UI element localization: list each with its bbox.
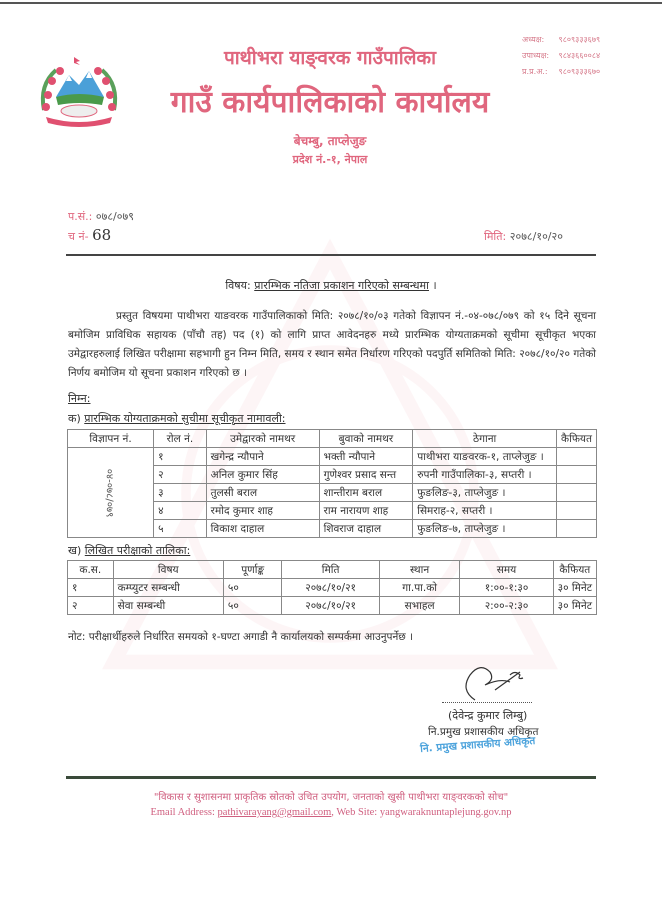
contact-label: अध्यक्ष: [522, 35, 545, 44]
contact-cao [522, 66, 600, 77]
office-title: गाउँ कार्यपालिकाको कार्यालय [170, 85, 490, 120]
sn-cell: १ [68, 579, 114, 597]
address-cell: फुङलिङ-७, ताप्लेजुङ । [413, 520, 557, 538]
full-marks-cell: ५० [223, 579, 281, 597]
header-divider [66, 254, 596, 256]
father-cell: गुणेश्वर प्रसाद सन्त [319, 466, 413, 484]
roll-cell: २ [154, 466, 207, 484]
table-header-row [68, 430, 597, 448]
address-cell: सिमराह-२, सप्तरी । [413, 502, 557, 520]
col-header: क.स. [68, 561, 114, 579]
email-link[interactable]: pathivarayang@gmail.com [217, 807, 332, 818]
remarks-cell [557, 484, 597, 502]
subject-text: प्रारम्भिक नतिजा प्रकाशन गरिएको सम्बन्धमा [254, 279, 429, 292]
web-label: , Web Site: [331, 807, 378, 818]
letter-date [484, 229, 563, 244]
col-header: समय [460, 561, 553, 579]
subject-line [0, 278, 662, 293]
exam-schedule-table [67, 560, 597, 615]
signatory-name: (देवेन्द्र कुमार लिम्बु) [448, 709, 528, 722]
municipality-name: पाथीभरा याङ्वरक गाउँपालिका [223, 47, 437, 69]
section-b-prefix: ख) [68, 544, 82, 557]
col-header: विषय [113, 561, 223, 579]
address-cell: रुपनी गाउँपालिका-३, सप्तरी । [413, 466, 557, 484]
body-text: प्रस्तुत विषयमा पाथीभरा याङवरक गाउँपालिकाको मिति: २०७८/१०/०३ गतेको विज्ञापन नं.-०४-०७८/०७९ को १५ दिने सूचना बमोजिम प्राविधिक सहायक (पाँचौ तह) पद (१) को लागि प्राप्त आवेदनहरु मध्ये प्रारम्भिक योग्यताक्रमको सूचीमा सूचीकृत भएका उमेद्वारहरुलाई लिखित परीक्षामा सहभागी हुन निम्न मिति, समय र स्थान समेत निर्धारण गरिएको पदपुर्ति समितिको मिति: २०७८/१०/२० गतेको निर्णय बमोजिम यो सूचना प्रकाशन गरिएको छ । [68, 310, 596, 379]
venue-cell: गा.पा.को [379, 579, 460, 597]
contact-chair [522, 34, 600, 45]
address-line-2: प्रदेश नं.-१, नेपाल [292, 153, 368, 166]
venue-cell: सभाहल [379, 597, 460, 615]
remarks-cell [557, 466, 597, 484]
col-header: ठेगाना [413, 430, 557, 448]
section-a-heading [68, 411, 286, 426]
candidate-list-table [67, 429, 597, 538]
remarks-cell: ३० मिनेट [553, 597, 596, 615]
section-b-title: लिखित परीक्षाको तालिका: [84, 544, 191, 557]
signature-icon [455, 660, 535, 705]
subject-cell: कम्प्युटर सम्बन्धी [113, 579, 223, 597]
col-header: उमेद्वारको नामथर [206, 430, 319, 448]
col-header: स्थान [379, 561, 460, 579]
following-label: निम्न: [68, 392, 91, 405]
contact-number: ९८०९३३३६७० [558, 67, 601, 76]
name-cell: अनिल कुमार सिंह [206, 466, 319, 484]
col-header: रोल नं. [154, 430, 207, 448]
roll-cell: १ [154, 448, 207, 466]
subject-label: विषय: [225, 279, 251, 292]
footer-divider [66, 776, 596, 779]
remarks-cell [557, 520, 597, 538]
remarks-cell [557, 448, 597, 466]
ref-value: ०७८/०७९ [95, 210, 134, 223]
name-cell: तुलसी बराल [206, 484, 319, 502]
contact-vice-chair [522, 50, 600, 61]
note-text: नोट: परीक्षार्थीहरुले निर्धारित समयको १-घण्टा अगाडी नै कार्यालयको सम्पर्कमा आउनुपर्नेछ । [68, 631, 414, 643]
contact-number: ९८४३६६००८४ [558, 51, 601, 60]
col-header: बुवाको नामथर [319, 430, 413, 448]
section-b-heading [68, 543, 190, 558]
full-marks-cell: ५० [223, 597, 281, 615]
father-cell: भक्ती न्यौपाने [319, 448, 413, 466]
name-cell: रमोद कुमार शाह [206, 502, 319, 520]
col-header: कैफियत [557, 430, 597, 448]
address-cell: पाथीभरा याङवरक-१, ताप्लेजुङ । [413, 448, 557, 466]
col-header: पूर्णाङ्क [223, 561, 281, 579]
address-line-1: बेचम्बु, ताप्लेजुङ [293, 134, 367, 148]
section-a-prefix: क) [68, 412, 81, 425]
signatory-post: नि.प्रमुख प्रशासकीय अधिकृत [428, 726, 539, 738]
table-row [68, 579, 597, 597]
ref-label: प.सं.: [68, 210, 93, 223]
time-cell: १:००-१:३० [460, 579, 553, 597]
footer-contact [0, 807, 662, 818]
date-cell: २०७८/१०/२१ [282, 597, 379, 615]
official-stamp: नि. प्रमुख प्रशासकीय अधिकृत [419, 734, 536, 756]
contact-label: प्र.प्र.अ.: [522, 67, 548, 76]
father-cell: शान्तीराम बराल [319, 484, 413, 502]
footer-slogan: "विकास र सुशासनमा प्राकृतिक स्रोतको उचित उपयोग, जनताको खुसी पाथीभरा याङ्वरककाे सोच" [153, 792, 509, 803]
body-paragraph [68, 307, 596, 383]
table-row [68, 597, 597, 615]
subject-cell: सेवा सम्बन्धी [113, 597, 223, 615]
date-cell: २०७८/१०/२१ [282, 579, 379, 597]
ad-number-cell [68, 448, 154, 538]
col-header: मिति [282, 561, 379, 579]
name-cell: खगेन्द्र न्यौपाने [206, 448, 319, 466]
table-header-row [68, 561, 597, 579]
contact-number: ९८०९३३३६७९ [558, 35, 601, 44]
contact-label: उपाध्यक्ष: [522, 51, 550, 60]
dispatch-value: 68 [92, 226, 112, 244]
subject-end: । [432, 279, 437, 292]
top-border-line [0, 2, 662, 4]
roll-cell: ४ [154, 502, 207, 520]
time-cell: २:००-२:३० [460, 597, 553, 615]
signature-line [442, 702, 532, 703]
father-cell: शिवराज दाहाल [319, 520, 413, 538]
remarks-cell [557, 502, 597, 520]
name-cell: विकाश दाहाल [206, 520, 319, 538]
website-link[interactable]: yangwaraknuntaplejung.gov.np [379, 807, 512, 818]
col-header: कैफियत [553, 561, 596, 579]
address-cell: फुङलिङ-३, ताप्लेजुङ । [413, 484, 557, 502]
dispatch-number [68, 226, 111, 244]
date-label: मिति: [484, 230, 507, 243]
roll-cell: ३ [154, 484, 207, 502]
table-row [68, 448, 597, 466]
letter-ref-number [68, 209, 134, 224]
nepal-emblem-icon [34, 55, 124, 130]
col-header: विज्ञापन नं. [68, 430, 154, 448]
ad-number: ०४-०७८/०७९ [103, 468, 115, 517]
father-cell: राम नारायण शाह [319, 502, 413, 520]
dispatch-label: च नं- [68, 230, 89, 243]
roll-cell: ५ [154, 520, 207, 538]
section-a-title: प्रारम्भिक योग्यताक्रमको सुचीमा सूचीकृत नामावली: [84, 412, 286, 425]
sn-cell: २ [68, 597, 114, 615]
date-value: २०७८/१०/२० [509, 230, 563, 243]
remarks-cell: ३० मिनेट [553, 579, 596, 597]
email-label: Email Address: [150, 807, 215, 818]
